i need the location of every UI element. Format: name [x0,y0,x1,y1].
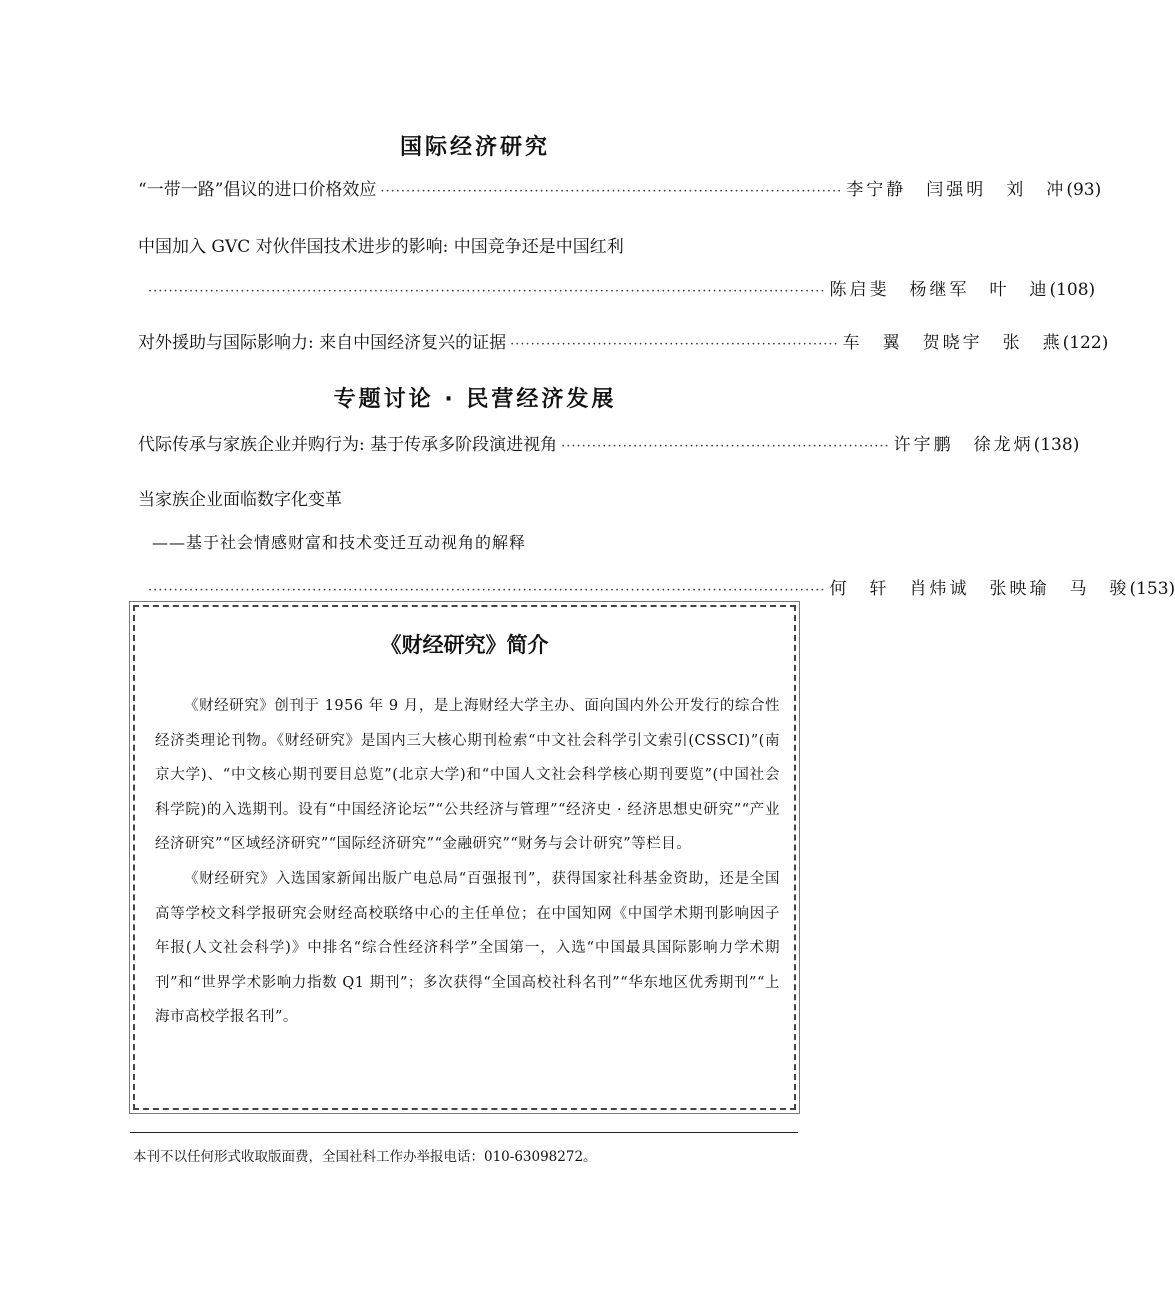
article-subtitle: ——基于社会情感财富和技术变迁互动视角的解释 [152,533,527,552]
article-page: (138) [1033,435,1080,455]
article-authors: 陈启斐 杨继军 叶 迪 [829,280,1050,300]
footer-note: 本刊不以任何形式收取版面费，全国社科工作办举报电话：010-63098272。 [133,1149,597,1165]
intro-title: 《财经研究》简介 [380,633,549,657]
intro-paragraph: 《财经研究》入选国家新闻出版广电总局“百强报刊”，获得国家社科基金资助，还是全国高等学校文科学报研究会财经高校联络中心的主任单位；在中国知网《中国学术期刊影响因子年报(人文社会科学)》中排名“综合性经济科学”全国第一，入选“中国最具国际影响力学术期刊”和“世界学术影响力指数 Q1 期刊”；多次获得“全国高校社科名刊”“华东地区优秀期刊”“上海市高校学报名刊”。 [155,870,780,1026]
article-page: (108) [1049,280,1096,300]
journal-intro-box [133,605,796,1110]
intro-paragraph: 《财经研究》创刊于 1956 年 9 月，是上海财经大学主办、面向国内外公开发行的综合性经济类理论刊物。《财经研究》是国内三大核心期刊检索“中文社会科学引文索引(CSSCI)”(南京大学)、“中文核心期刊要目总览”(北京大学)和“中国人文社会科学核心期刊要览”(中国社会科学院)的入选期刊。设有“中国经济论坛”“公共经济与管理”“经济史 · 经济思想史研究”“产业经济研究”“区域经济研究”“国际经济研究”“金融研究”“财务与会计研究”等栏目。 [155,698,780,853]
intro-body [155,689,780,1035]
footer-divider [130,1132,798,1133]
leader-dots: ································································ [510,337,839,352]
leader-dots: ·························································································· [380,184,843,199]
article-title: “一带一路”倡议的进口价格效应 [138,180,377,200]
toc-entry[interactable] [138,328,1109,358]
leader-dots: ···································································································································· [148,284,826,299]
article-title[interactable]: 当家族企业面临数字化变革 [138,490,342,510]
section-title-special-topic: 专题讨论 · 民营经济发展 [333,387,617,412]
leader-dots: ···································································································································· [148,583,826,598]
section-title-international-economics: 国际经济研究 [399,135,550,160]
article-authors: 何 轩 肖炜诚 张映瑜 马 骏 [829,579,1130,599]
toc-entry[interactable] [148,574,1175,604]
article-authors: 车 翼 贺晓宇 张 燕 [842,333,1063,353]
article-title: 对外援助与国际影响力: 来自中国经济复兴的证据 [138,333,507,353]
toc-entry[interactable] [148,275,1096,305]
article-title[interactable]: 中国加入 GVC 对伙伴国技术进步的影响: 中国竞争还是中国红利 [138,237,624,257]
article-title: 代际传承与家族企业并购行为: 基于传承多阶段演进视角 [138,435,558,455]
article-authors: 许宇鹏 徐龙炳 [893,435,1034,455]
article-page: (122) [1062,333,1109,353]
article-page: (153) [1129,579,1175,599]
toc-entry[interactable] [138,430,1080,460]
leader-dots: ································································ [561,439,890,454]
toc-entry[interactable] [138,175,1102,205]
article-page: (93) [1066,180,1102,200]
article-authors: 李宁静 闫强明 刘 冲 [846,180,1067,200]
